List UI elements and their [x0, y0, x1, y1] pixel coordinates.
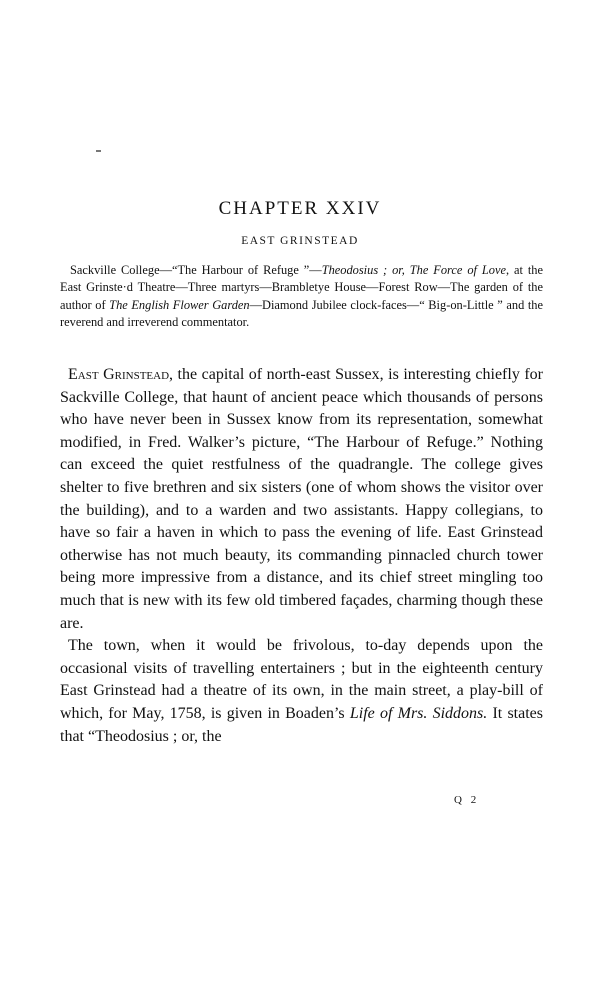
chapter-title: CHAPTER XXIV — [218, 198, 382, 219]
paragraph-2 — [60, 635, 543, 748]
summary-text-2: , at the East Grinste·d Theatre—Three martyrs—Brambletye House—Forest Row—The garden of the author of — [60, 263, 543, 312]
body-text — [60, 364, 543, 748]
summary-text-1: Sackville College—“The Harbour of Refuge ”— — [70, 263, 322, 277]
print-mark — [96, 150, 101, 152]
summary-italic-2: The English Flower Garden — [109, 297, 250, 312]
summary-italic-1: Theodosius ; or, The Force of Love — [321, 263, 506, 277]
paragraph-1 — [60, 364, 543, 635]
paragraph-1-text: , the capital of north-east Sussex, is interesting chiefly for Sackville College, that haunt of ancient peace which thousands of persons who have never been in Sussex know from its representation, somewhat modified, in Fred. Walker’s picture, “The Harbour of Refuge.” Nothing can exceed the quiet restfulness of the quadrangle. The college gives shelter to five brethren and six sisters (one of whom shows the visitor over the building), and to a warden and two assistants. Happy collegians, to have so fair a haven in which to pass the evening of life. East Grinstead otherwise has not much beauty, its commanding pinnacled church tower being more impressive from a distance, and its chief street mingling too much that is new with its few old timbered façades, charming though these are. — [60, 366, 544, 632]
signature-mark: Q 2 — [454, 794, 480, 806]
paragraph-2-italic: Life of Mrs. Siddons. — [349, 704, 488, 722]
chapter-subtitle: EAST GRINSTEAD — [241, 235, 359, 247]
paragraph-1-lead: East Grinstead — [68, 366, 170, 383]
paragraph-2-end: It states that “Theodosius ; or, the — [60, 704, 544, 745]
chapter-summary — [60, 262, 543, 331]
summary-text-3: —Diamond Jubilee clock-faces—“ Big-on-Little ” and the reverend and irreverend commentator. — [60, 297, 543, 329]
paragraph-2-text: The town, when it would be frivolous, to-day depends upon the occasional visits of travelling entertainers ; but in the eighteenth century East Grinstead had a theatre of its own, in the main street, a play-bill of which, for May, 1758, is given in Boaden’s — [60, 637, 543, 722]
